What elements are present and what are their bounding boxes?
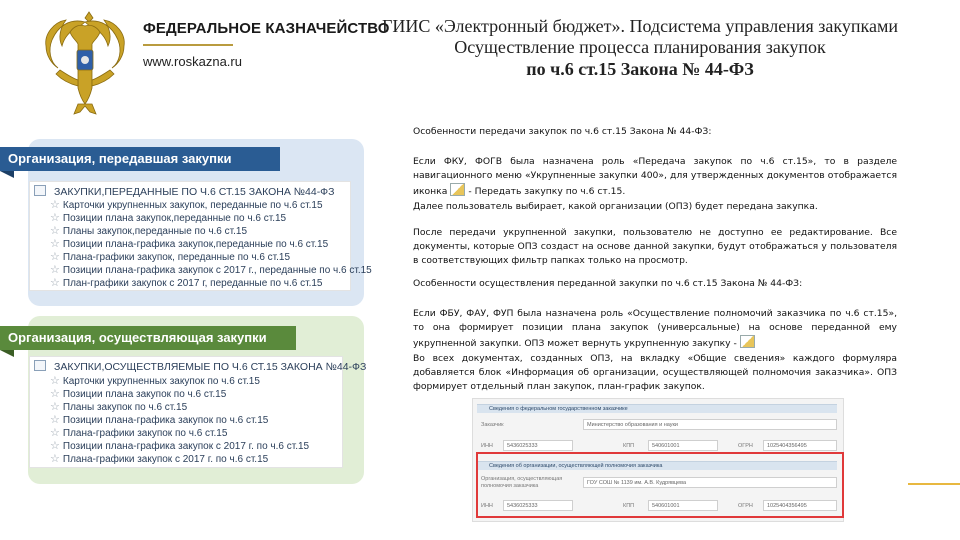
ogrn-label: ОГРН — [738, 443, 753, 449]
tree-item-label: Планы закупок,переданные по ч.6 ст.15 — [62, 226, 248, 237]
tree-item[interactable] — [50, 439, 309, 452]
slide-title-line-2: Осуществление процесса планирования закупок — [454, 37, 826, 57]
transfer-procurement-icon — [450, 183, 465, 196]
inn-label-2: ИНН — [481, 503, 493, 509]
executing-org-section-header[interactable]: Сведения об организации, осуществляющей полномочия заказчика — [477, 461, 837, 470]
tree-item[interactable] — [50, 250, 290, 263]
customer-label: Заказчик — [481, 422, 504, 428]
tree-item[interactable] — [50, 211, 286, 224]
organization-website[interactable]: www.roskazna.ru — [143, 54, 242, 69]
tree-item-label: Плана-графики закупок с 2017 г. по ч.6 ст.15 — [62, 454, 269, 465]
ribbon-fold — [0, 171, 14, 178]
transfer-features-heading: Особенности передачи закупок по ч.6 ст.15 Закона № 44-ФЗ: — [413, 126, 712, 137]
star-icon: ☆ — [50, 238, 60, 250]
execution-text-part-1: Если ФБУ, ФАУ, ФУП была назначена роль «Осуществление полномочий заказчика по ч.6 ст.15», то она формирует позиции плана закупок (универсальные) на основе переданной ему укрупненной закупки. ОПЗ может вернуть укрупненную закупку - — [413, 308, 897, 350]
star-icon: ☆ — [50, 414, 60, 426]
slide-title-line-3: по ч.6 ст.15 Закона № 44-ФЗ — [526, 59, 754, 79]
tree-item[interactable] — [50, 237, 328, 250]
double-headed-eagle-emblem — [40, 8, 130, 118]
tree-item[interactable] — [50, 198, 323, 211]
tree-folder[interactable] — [34, 360, 366, 373]
tree-folder-title: ЗАКУПКИ,ПЕРЕДАННЫЕ ПО Ч.6 СТ.15 ЗАКОНА №44-ФЗ — [54, 186, 335, 198]
after-transfer-paragraph: После передачи укрупненной закупки, пользователю не доступно ее редактирование. Все документы, которые ОПЗ создаст на основе данной закупки, будут отображаться у пользователя в соответствующих фильтр папках только на просмотр. — [413, 227, 897, 267]
execution-paragraph — [413, 307, 897, 394]
tree-item[interactable] — [50, 276, 323, 289]
tree-item[interactable] — [50, 263, 372, 276]
tree-item-label: Позиции плана-графика закупок с 2017 г., переданные по ч.6 ст.15 — [62, 265, 372, 276]
execution-features-heading: Особенности осуществления переданной закупки по ч.6 ст.15 Закона № 44-ФЗ: — [413, 278, 803, 289]
return-procurement-icon — [740, 335, 755, 348]
transfer-paragraph — [413, 155, 897, 214]
ribbon-fold — [0, 350, 14, 357]
star-icon: ☆ — [50, 453, 60, 465]
tree-item[interactable] — [50, 374, 260, 387]
tree-item-label: Позиции плана-графика закупок с 2017 г. по ч.6 ст.15 — [62, 441, 310, 452]
star-icon: ☆ — [50, 264, 60, 276]
slide-title-line-1: ГИИС «Электронный бюджет». Подсистема управления закупками — [382, 16, 898, 36]
customer-field[interactable]: Министерство образования и науки — [583, 419, 837, 430]
tree-item-label: Позиции плана-графика закупок,переданные по ч.6 ст.15 — [62, 239, 329, 250]
inn-field[interactable]: 5436025333 — [503, 440, 573, 451]
tree-item[interactable] — [50, 413, 268, 426]
tree-item[interactable] — [50, 452, 268, 465]
inn-label: ИНН — [481, 443, 493, 449]
tree-item-label: Плана-графики закупок по ч.6 ст.15 — [62, 428, 228, 439]
folder-icon — [34, 185, 46, 196]
star-icon: ☆ — [50, 251, 60, 263]
header-divider — [143, 44, 233, 46]
execution-text-part-2: Во всех документах, созданных ОПЗ, на вкладку «Общие сведения» каждого формуляра добавляется блок «Информация об организации, осуществляющей полномочия заказчика». ОПЗ формирует отдельный план закупок, план-график закупок. — [413, 352, 897, 393]
tree-folder-title: ЗАКУПКИ,ОСУЩЕСТВЛЯЕМЫЕ ПО Ч.6 СТ.15 ЗАКОНА №44-ФЗ — [54, 361, 367, 373]
tree-item[interactable] — [50, 224, 247, 237]
executed-procurements-tree — [29, 356, 367, 468]
tree-item[interactable] — [50, 426, 227, 439]
tree-item-label: Карточки укрупненных закупок, переданные по ч.6 ст.15 — [62, 200, 323, 211]
executing-org-field[interactable]: ГОУ СОШ № 1139 им. А.В. Кудрявцева — [583, 477, 837, 488]
tree-item-label: Плана-графики закупок, переданные по ч.6 ст.15 — [62, 252, 291, 263]
ogrn-field-2[interactable]: 1025404356495 — [763, 500, 837, 511]
decorative-gold-line — [908, 483, 960, 485]
star-icon: ☆ — [50, 440, 60, 452]
star-icon: ☆ — [50, 277, 60, 289]
kpp-label-2: КПП — [623, 503, 635, 509]
star-icon: ☆ — [50, 212, 60, 224]
organization-name: ФЕДЕРАЛЬНОЕ КАЗНАЧЕЙСТВО — [143, 20, 390, 37]
star-icon: ☆ — [50, 427, 60, 439]
tree-item[interactable] — [50, 387, 226, 400]
star-icon: ☆ — [50, 375, 60, 387]
executing-org-label: Организация, осуществляющая полномочия заказчика — [481, 476, 563, 489]
ogrn-label-2: ОГРН — [738, 503, 753, 509]
tree-item-label: Планы закупок по ч.6 ст.15 — [62, 402, 188, 413]
kpp-field[interactable]: 540601001 — [648, 440, 718, 451]
kpp-label: КПП — [623, 443, 635, 449]
customer-section-header[interactable]: Сведения о федеральном государственном заказчике — [477, 404, 837, 413]
tree-item-label: Позиции плана закупок по ч.6 ст.15 — [62, 389, 227, 400]
tree-item-label: Карточки укрупненных закупок по ч.6 ст.15 — [62, 376, 260, 387]
folder-icon — [34, 360, 46, 371]
executing-org-label: Организация, осуществляющая закупки — [0, 326, 296, 350]
star-icon: ☆ — [50, 225, 60, 237]
inn-field-2[interactable]: 5436025333 — [503, 500, 573, 511]
transferred-procurements-tree — [29, 181, 372, 291]
highlight-frame — [476, 452, 844, 518]
kpp-field-2[interactable]: 540601001 — [648, 500, 718, 511]
star-icon: ☆ — [50, 401, 60, 413]
ogrn-field[interactable]: 1025404356495 — [763, 440, 837, 451]
transfer-text-part-1: Если ФКУ, ФОГВ была назначена роль «Передача закупок по ч.6 ст.15», то в разделе навигационного меню «Укрупненные закупки 400», для утвержденных документов отображается иконка — [413, 156, 897, 198]
tree-item[interactable] — [50, 400, 187, 413]
star-icon: ☆ — [50, 388, 60, 400]
star-icon: ☆ — [50, 199, 60, 211]
transfer-text-part-2: - Передать закупку по ч.6 ст.15. — [468, 186, 626, 198]
transferring-org-label: Организация, передавшая закупки — [0, 147, 280, 171]
tree-folder[interactable] — [34, 185, 335, 198]
tree-item-label: Позиции плана-графика закупок по ч.6 ст.15 — [62, 415, 269, 426]
tree-item-label: План-графики закупок с 2017 г, переданные по ч.6 ст.15 — [62, 278, 323, 289]
transfer-text-part-3: Далее пользователь выбирает, какой организации (ОПЗ) будет передана закупка. — [413, 200, 818, 212]
tree-item-label: Позиции плана закупок,переданные по ч.6 ст.15 — [62, 213, 287, 224]
